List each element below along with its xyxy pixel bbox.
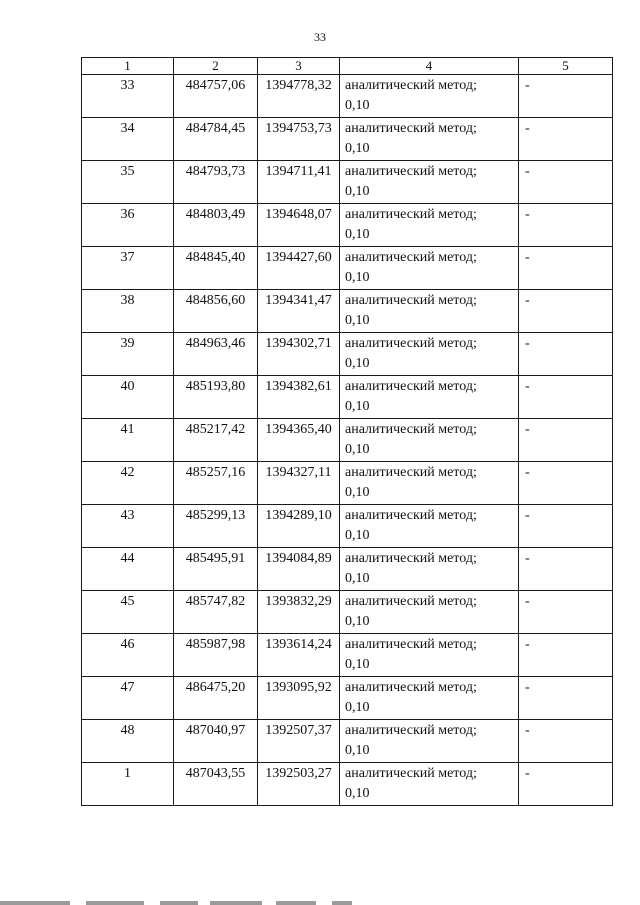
point-number-cell: 47 xyxy=(82,677,174,720)
point-number-cell: 1 xyxy=(82,763,174,806)
y-coordinate-cell: 1394711,41 xyxy=(258,161,340,204)
point-number-cell: 45 xyxy=(82,591,174,634)
x-coordinate-cell: 485299,13 xyxy=(174,505,258,548)
y-coordinate-cell: 1394289,10 xyxy=(258,505,340,548)
x-coordinate-cell: 485495,91 xyxy=(174,548,258,591)
table-row xyxy=(82,247,613,290)
point-number-cell: 37 xyxy=(82,247,174,290)
x-coordinate-cell: 484856,60 xyxy=(174,290,258,333)
point-number-cell: 44 xyxy=(82,548,174,591)
point-number-cell: 39 xyxy=(82,333,174,376)
point-number-cell: 41 xyxy=(82,419,174,462)
header-cell: 4 xyxy=(340,58,519,75)
y-coordinate-cell: 1394365,40 xyxy=(258,419,340,462)
point-number-cell: 38 xyxy=(82,290,174,333)
note-cell: - xyxy=(519,720,613,763)
y-coordinate-cell: 1394427,60 xyxy=(258,247,340,290)
method-text: аналитический метод; xyxy=(345,422,477,437)
method-text: аналитический метод; xyxy=(345,336,477,351)
point-number-cell: 34 xyxy=(82,118,174,161)
method-text: аналитический метод; xyxy=(345,78,477,93)
method-text: аналитический метод; xyxy=(345,551,477,566)
point-number-cell: 36 xyxy=(82,204,174,247)
accuracy-text: 0,10 xyxy=(345,98,370,113)
table-row xyxy=(82,376,613,419)
note-cell: - xyxy=(519,462,613,505)
method-cell xyxy=(340,677,519,720)
accuracy-text: 0,10 xyxy=(345,399,370,414)
method-text: аналитический метод; xyxy=(345,680,477,695)
table-row xyxy=(82,419,613,462)
scan-artifact xyxy=(0,899,640,905)
method-cell xyxy=(340,720,519,763)
table-row xyxy=(82,204,613,247)
y-coordinate-cell: 1394778,32 xyxy=(258,75,340,118)
header-cell: 2 xyxy=(174,58,258,75)
table-row xyxy=(82,75,613,118)
note-cell: - xyxy=(519,677,613,720)
method-text: аналитический метод; xyxy=(345,250,477,265)
table-row xyxy=(82,505,613,548)
accuracy-text: 0,10 xyxy=(345,528,370,543)
x-coordinate-cell: 484845,40 xyxy=(174,247,258,290)
y-coordinate-cell: 1392507,37 xyxy=(258,720,340,763)
method-cell xyxy=(340,333,519,376)
accuracy-text: 0,10 xyxy=(345,442,370,457)
point-number-cell: 43 xyxy=(82,505,174,548)
note-cell: - xyxy=(519,376,613,419)
x-coordinate-cell: 486475,20 xyxy=(174,677,258,720)
method-cell xyxy=(340,505,519,548)
accuracy-text: 0,10 xyxy=(345,657,370,672)
table-row xyxy=(82,634,613,677)
note-cell: - xyxy=(519,505,613,548)
table-row xyxy=(82,333,613,376)
y-coordinate-cell: 1394648,07 xyxy=(258,204,340,247)
point-number-cell: 40 xyxy=(82,376,174,419)
x-coordinate-cell: 484963,46 xyxy=(174,333,258,376)
accuracy-text: 0,10 xyxy=(345,313,370,328)
method-cell xyxy=(340,634,519,677)
header-cell: 3 xyxy=(258,58,340,75)
note-cell: - xyxy=(519,118,613,161)
x-coordinate-cell: 485193,80 xyxy=(174,376,258,419)
x-coordinate-cell: 487043,55 xyxy=(174,763,258,806)
accuracy-text: 0,10 xyxy=(345,485,370,500)
point-number-cell: 35 xyxy=(82,161,174,204)
method-cell xyxy=(340,548,519,591)
x-coordinate-cell: 484757,06 xyxy=(174,75,258,118)
x-coordinate-cell: 485217,42 xyxy=(174,419,258,462)
table-row xyxy=(82,462,613,505)
note-cell: - xyxy=(519,591,613,634)
table-row xyxy=(82,548,613,591)
accuracy-text: 0,10 xyxy=(345,356,370,371)
method-cell xyxy=(340,118,519,161)
table-row xyxy=(82,161,613,204)
accuracy-text: 0,10 xyxy=(345,700,370,715)
y-coordinate-cell: 1393614,24 xyxy=(258,634,340,677)
point-number-cell: 48 xyxy=(82,720,174,763)
table-row xyxy=(82,118,613,161)
point-number-cell: 46 xyxy=(82,634,174,677)
table-body xyxy=(82,75,613,806)
y-coordinate-cell: 1393095,92 xyxy=(258,677,340,720)
note-cell: - xyxy=(519,333,613,376)
method-cell xyxy=(340,376,519,419)
method-cell xyxy=(340,763,519,806)
y-coordinate-cell: 1393832,29 xyxy=(258,591,340,634)
table-row xyxy=(82,290,613,333)
y-coordinate-cell: 1394382,61 xyxy=(258,376,340,419)
method-text: аналитический метод; xyxy=(345,465,477,480)
y-coordinate-cell: 1394084,89 xyxy=(258,548,340,591)
accuracy-text: 0,10 xyxy=(345,571,370,586)
method-cell xyxy=(340,247,519,290)
table-row xyxy=(82,677,613,720)
method-text: аналитический метод; xyxy=(345,121,477,136)
point-number-cell: 33 xyxy=(82,75,174,118)
accuracy-text: 0,10 xyxy=(345,743,370,758)
x-coordinate-cell: 485257,16 xyxy=(174,462,258,505)
method-cell xyxy=(340,290,519,333)
y-coordinate-cell: 1394327,11 xyxy=(258,462,340,505)
y-coordinate-cell: 1394341,47 xyxy=(258,290,340,333)
note-cell: - xyxy=(519,634,613,677)
y-coordinate-cell: 1394753,73 xyxy=(258,118,340,161)
method-text: аналитический метод; xyxy=(345,293,477,308)
method-cell xyxy=(340,204,519,247)
accuracy-text: 0,10 xyxy=(345,786,370,801)
method-cell xyxy=(340,591,519,634)
method-cell xyxy=(340,419,519,462)
method-text: аналитический метод; xyxy=(345,723,477,738)
x-coordinate-cell: 484793,73 xyxy=(174,161,258,204)
x-coordinate-cell: 484784,45 xyxy=(174,118,258,161)
coordinates-table xyxy=(81,57,613,806)
table-row xyxy=(82,763,613,806)
method-text: аналитический метод; xyxy=(345,594,477,609)
note-cell: - xyxy=(519,548,613,591)
method-text: аналитический метод; xyxy=(345,508,477,523)
note-cell: - xyxy=(519,204,613,247)
note-cell: - xyxy=(519,161,613,204)
header-cell: 1 xyxy=(82,58,174,75)
method-text: аналитический метод; xyxy=(345,637,477,652)
x-coordinate-cell: 487040,97 xyxy=(174,720,258,763)
y-coordinate-cell: 1394302,71 xyxy=(258,333,340,376)
method-text: аналитический метод; xyxy=(345,207,477,222)
note-cell: - xyxy=(519,290,613,333)
method-text: аналитический метод; xyxy=(345,766,477,781)
header-row xyxy=(82,58,613,75)
method-cell xyxy=(340,75,519,118)
accuracy-text: 0,10 xyxy=(345,614,370,629)
method-text: аналитический метод; xyxy=(345,164,477,179)
accuracy-text: 0,10 xyxy=(345,184,370,199)
accuracy-text: 0,10 xyxy=(345,270,370,285)
table-row xyxy=(82,720,613,763)
x-coordinate-cell: 484803,49 xyxy=(174,204,258,247)
accuracy-text: 0,10 xyxy=(345,141,370,156)
page-number: 33 xyxy=(314,30,326,44)
note-cell: - xyxy=(519,75,613,118)
accuracy-text: 0,10 xyxy=(345,227,370,242)
x-coordinate-cell: 485747,82 xyxy=(174,591,258,634)
note-cell: - xyxy=(519,763,613,806)
note-cell: - xyxy=(519,419,613,462)
header-cell: 5 xyxy=(519,58,613,75)
method-text: аналитический метод; xyxy=(345,379,477,394)
method-cell xyxy=(340,462,519,505)
method-cell xyxy=(340,161,519,204)
point-number-cell: 42 xyxy=(82,462,174,505)
table-row xyxy=(82,591,613,634)
note-cell: - xyxy=(519,247,613,290)
x-coordinate-cell: 485987,98 xyxy=(174,634,258,677)
y-coordinate-cell: 1392503,27 xyxy=(258,763,340,806)
